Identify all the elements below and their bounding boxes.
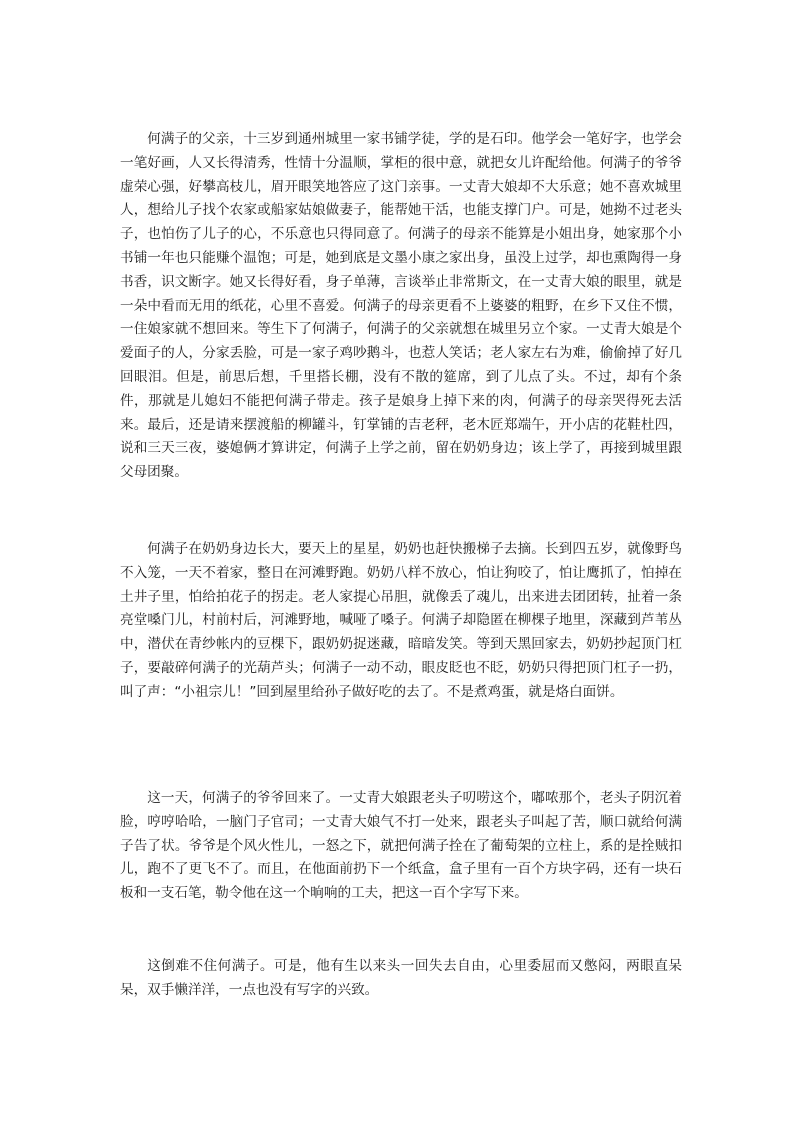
paragraph-2: 何满子在奶奶身边长大，要天上的星星，奶奶也赶快搬梯子去摘。长到四五岁，就像野鸟不入笼，一天不着家，整日在河滩野跑。奶奶八样不放心，怕让狗咬了，怕让鹰抓了，怕掉在土井子里，怕给拍花子的拐走。老人家提心吊胆，就像丢了魂儿，出来进去团团转，扯着一条亮堂嗓门儿，村前村后，河滩野地，喊哑了嗓子。何满子却隐匿在柳棵子地里，深藏到芦苇丛中，潜伏在青纱帐内的豆棵下，跟奶奶捉迷藏，暗暗发笑。等到天黑回家去，奶奶抄起顶门杠子，要敲碎何满子的光葫芦头；何满子一动不动，眼皮眨也不眨，奶奶只得把顶门杠子一扔，叫了声：“小祖宗儿！”回到屋里给孙子做好吃的去了。不是煮鸡蛋，就是烙白面饼。 (120, 541, 682, 700)
paragraph-4: 这倒难不住何满子。可是，他有生以来头一回失去自由，心里委屈而又憋闷，两眼直呆呆，双手懒洋洋，一点也没有写字的兴致。 (120, 958, 682, 998)
paragraph-3: 这一天，何满子的爷爷回来了。一丈青大娘跟老头子叨唠这个，嘟哝那个，老头子阴沉着脸，哼哼哈哈，一脑门子官司；一丈青大娘气不打一处来，跟老头子叫起了苦，顺口就给何满子告了状。爷爷是个风火性儿，一怒之下，就把何满子拴在了葡萄架的立柱上，系的是拴贼扣儿，跑不了更飞不了。而且，在他面前扔下一个纸盒，盒子里有一百个方块字码，还有一块石板和一支石笔，勒令他在这一个晌响的工夫，把这一百个字写下来。 (120, 790, 682, 902)
paragraph-1: 何满子的父亲，十三岁到通州城里一家书铺学徒，学的是石印。他学会一笔好字，也学会一笔好画，人又长得清秀，性情十分温顺，掌柜的很中意，就把女儿许配给他。何满子的爷爷虚荣心强，好攀高枝儿，眉开眼笑地答应了这门亲事。一丈青大娘却不大乐意；她不喜欢城里人，想给儿子找个农家或船家姑娘做妻子，能帮她干活，也能支撑门户。可是，她拗不过老头子，也怕伤了儿子的心，不乐意也只得同意了。何满子的母亲不能算是小姐出身，她家那个小书铺一年也只能赚个温饱；可是，她到底是文墨小康之家出身，虽没上过学，却也熏陶得一身书香，识文断字。她又长得好看，身子单薄，言谈举止非常斯文，在一丈青大娘的眼里，就是一朵中看而无用的纸花，心里不喜爱。何满子的母亲更看不上婆婆的粗野，在乡下又住不惯，一住娘家就不想回来。等生下了何满子，何满子的父亲就想在城里另立个家。一丈青大娘是个爱面子的人，分家丢脸，可是一家子鸡吵鹅斗，也惹人笑话；老人家左右为难，偷偷掉了好几回眼泪。但是，前思后想，千里搭长棚，没有不散的筵席，到了儿点了头。不过，却有个条件，那就是儿媳妇不能把何满子带走。孩子是娘身上掉下来的肉，何满子的母亲哭得死去活来。最后，还是请来摆渡船的柳罐斗，钉掌铺的吉老秤，老木匠郑端午，开小店的花鞋杜四，说和三天三夜，婆媳俩才算讲定，何满子上学之前，留在奶奶身边；该上学了，再接到城里跟父母团聚。 (120, 131, 682, 481)
